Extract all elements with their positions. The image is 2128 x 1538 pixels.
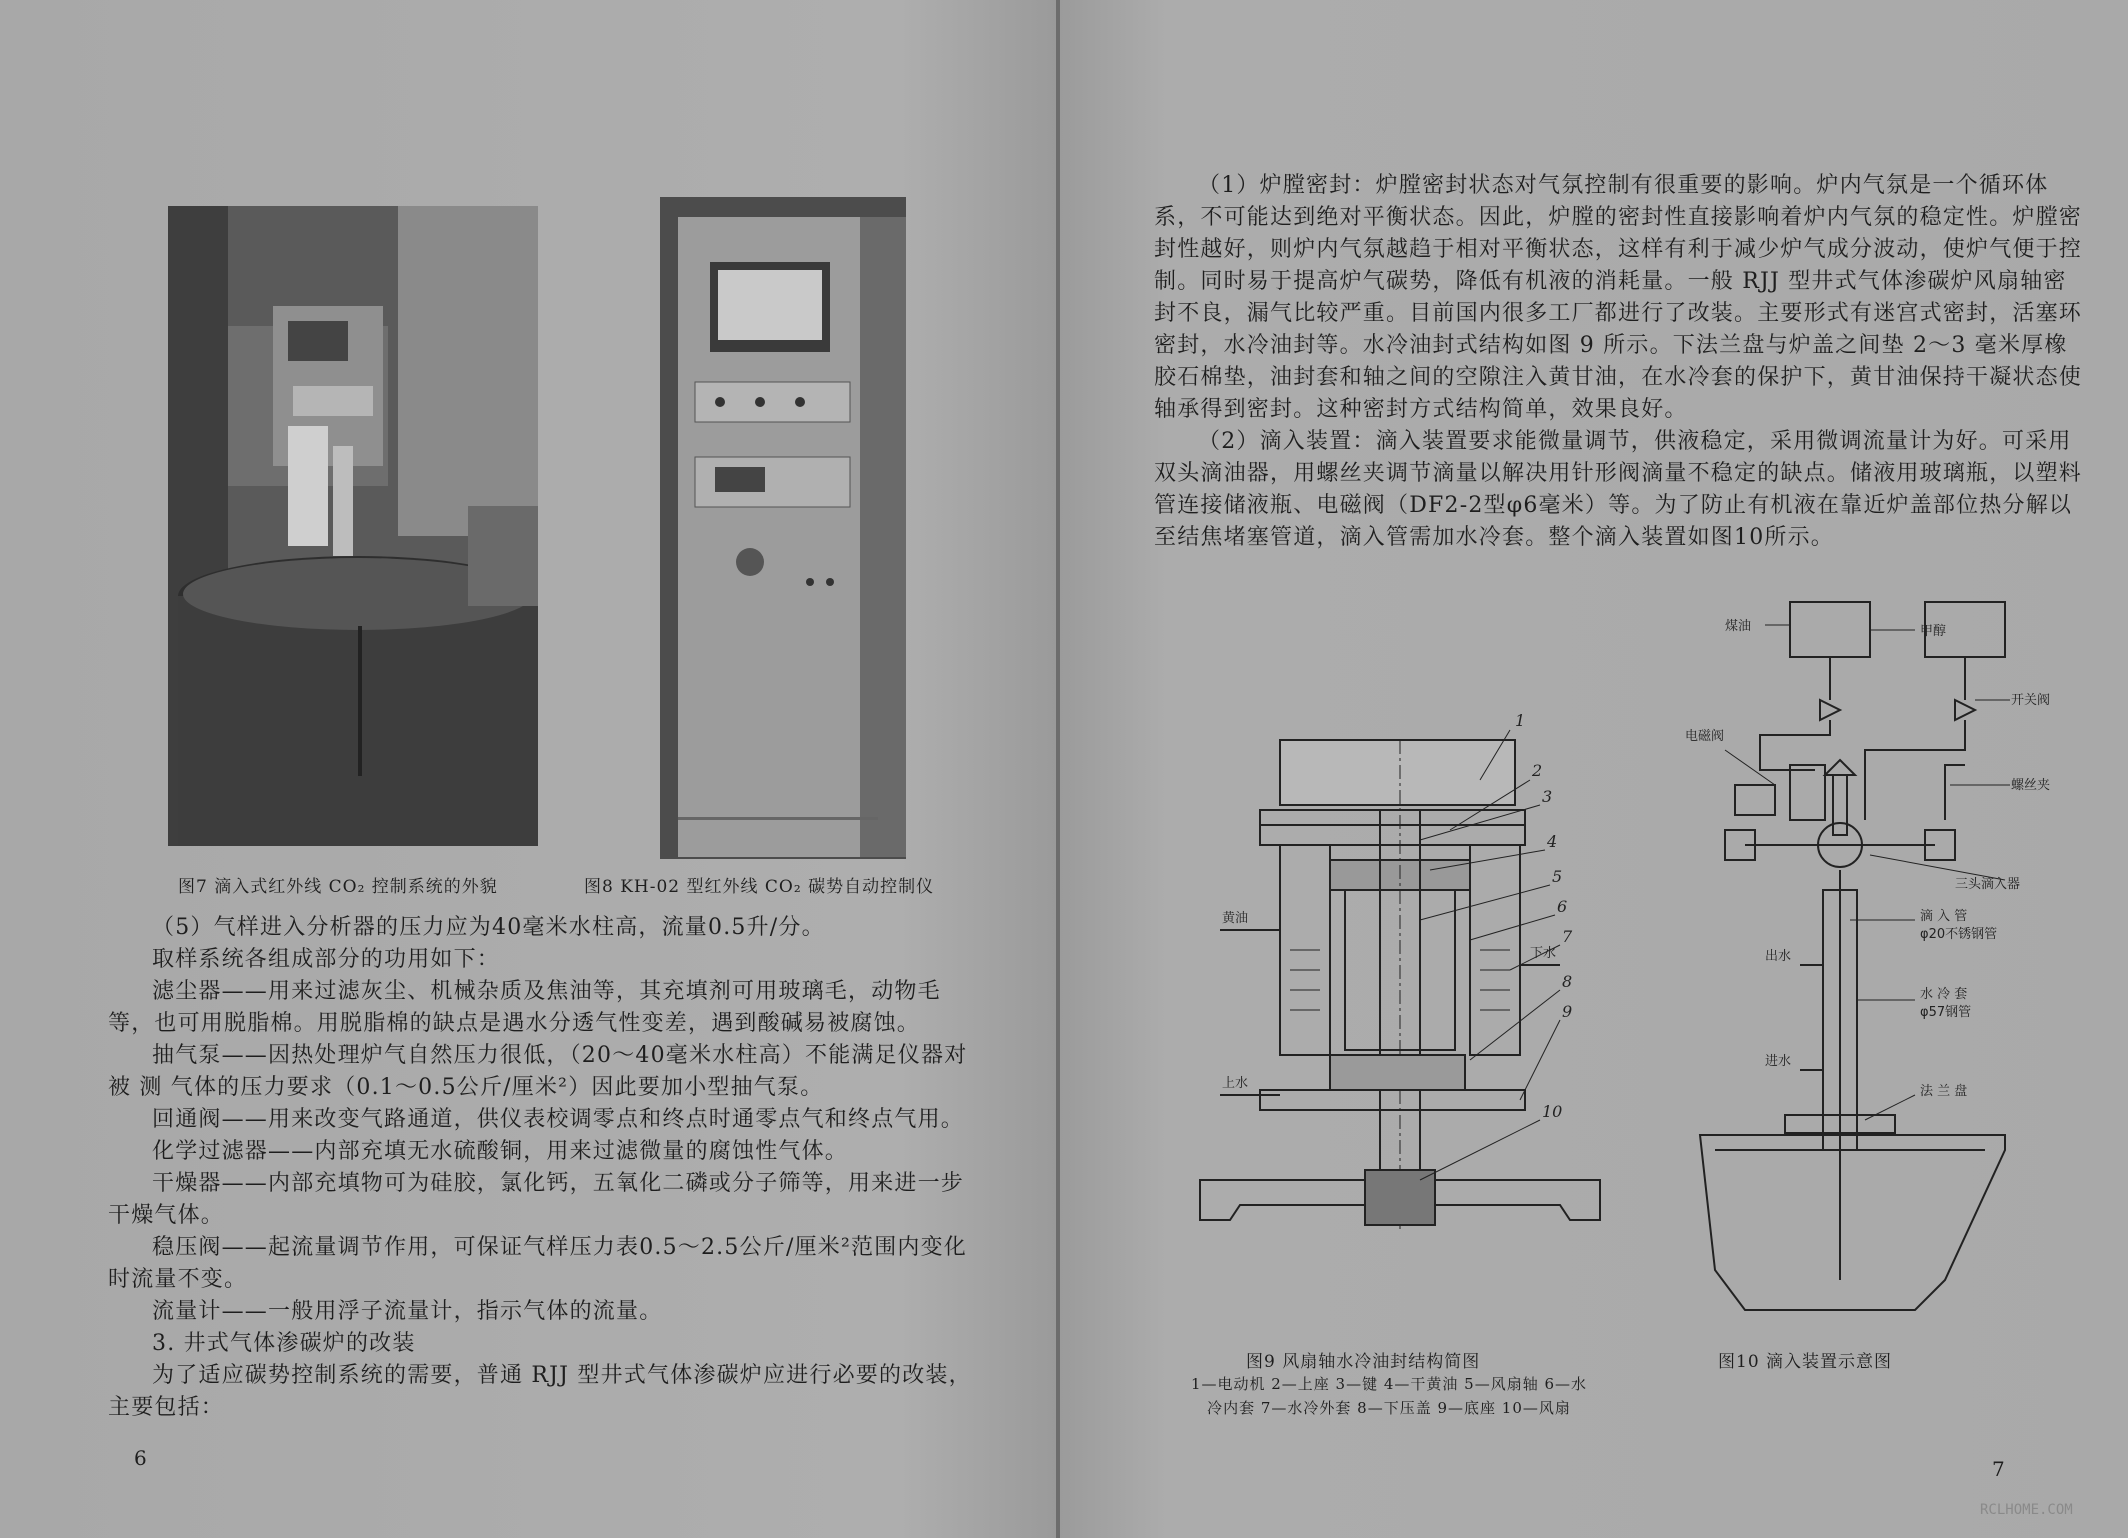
fig9-num-9: 9: [1562, 1002, 1573, 1021]
left-section-heading: 3. 井式气体渗碳炉的改装: [152, 1331, 416, 1356]
left-paragraph: 回通阀——用来改变气路通道，供仪表校调零点和终点时通零点气和终点气用。: [152, 1107, 965, 1132]
left-paragraph: 稳压阀——起流量调节作用，可保证气样压力表0.5～2.5公斤/厘米²范围内变化时流量不变。: [108, 1235, 968, 1292]
fig9-num-7: 7: [1562, 927, 1573, 946]
left-paragraph: 滤尘器——用来过滤灰尘、机械杂质及焦油等，其充填剂可用玻璃毛，动物毛等，也可用脱脂棉。用脱脂棉的缺点是遇水分透气性变差，遇到酸碱易被腐蚀。: [108, 979, 941, 1036]
left-paragraph: 为了适应碳势控制系统的需要，普通 RJJ 型井式气体渗碳炉应进行必要的改装，主要包括：: [108, 1363, 972, 1420]
fig10-label-drip-tube: 滴 入 管: [1920, 909, 1968, 924]
right-body-text: [1154, 170, 2082, 554]
fig9-label-oil: 黄油: [1222, 911, 1249, 926]
fig10-label-solenoid: 电磁阀: [1685, 729, 1725, 744]
fig10-label-water-out: 出水: [1765, 949, 1792, 964]
fig9-num-1: 1: [1515, 711, 1526, 730]
left-paragraph: 化学过滤器——内部充填无水硫酸铜，用来过滤微量的腐蚀性气体。: [152, 1139, 849, 1164]
right-paragraph: （2）滴入装置：滴入装置要求能微量调节，供液稳定，采用微调流量计为好。可采用双头滴油器，用螺丝夹调节滴量以解决用针形阀滴量不稳定的缺点。储液用玻璃瓶，以塑料管连接储液瓶、电磁阀（DF2-2型φ6毫米）等。为了防止有机液在靠近炉盖部位热分解以至结焦堵塞管道，滴入管需加水冷套。整个滴入装置如图10所示。: [1154, 429, 2083, 550]
fig10-label-water-in: 进水: [1765, 1054, 1792, 1069]
right-page: [1060, 0, 2128, 1538]
left-paragraph: 流量计——一般用浮子流量计，指示气体的流量。: [152, 1299, 663, 1324]
fig9-num-6: 6: [1557, 897, 1568, 916]
fig10-label-flange: 法 兰 盘: [1920, 1084, 1968, 1099]
fig9-num-4: 4: [1547, 832, 1558, 851]
left-paragraph: 干燥器——内部充填物可为硅胶，氯化钙，五氧化二磷或分子筛等，用来进一步干燥气体。: [108, 1171, 965, 1228]
fig10-label-water-jacket-spec: φ57钢管: [1920, 1005, 1972, 1020]
fig8-caption: 图8 KH-02 型红外线 CO₂ 碳势自动控制仪: [584, 877, 935, 897]
fig8-photo: [660, 197, 906, 859]
fig9-num-2: 2: [1532, 761, 1543, 780]
fig10-label-three-way: 三头滴入器: [1955, 877, 2021, 892]
fig9-num-10: 10: [1542, 1102, 1563, 1121]
page-number-right: 7: [1992, 1457, 2005, 1481]
left-paragraph: 抽气泵——因热处理炉气自然压力很低，（20～40毫米水柱高）不能满足仪器对被 测 气体的压力要求（0.1～0.5公斤/厘米²）因此要加小型抽气泵。: [108, 1043, 968, 1100]
left-body-text: [108, 912, 974, 1424]
fig10-label-drip-tube-spec: φ20不锈钢管: [1920, 927, 1998, 942]
fig10-label-screw-clamp: 螺丝夹: [2011, 778, 2051, 793]
left-paragraph: 取样系统各组成部分的功用如下：: [152, 947, 501, 972]
fig9-label-water-out: 下水: [1530, 946, 1557, 961]
fig10-label-kerosene: 煤油: [1725, 619, 1752, 634]
fig10-diagram: [1615, 590, 2051, 1330]
fig10-label-switch-valve: 开关阀: [2011, 693, 2051, 708]
right-paragraph: （1）炉膛密封：炉膛密封状态对气氛控制有很重要的影响。炉内气氛是一个循环体系，不可能达到绝对平衡状态。因此，炉膛的密封性直接影响着炉内气氛的稳定性。炉膛密封性越好，则炉内气氛越趋于相对平衡状态，这样有利于减少炉气成分波动，使炉气便于控制。同时易于提高炉气碳势，降低有机液的消耗量。一般 RJJ 型井式气体渗碳炉风扇轴密封不良，漏气比较严重。目前国内很多工厂都进行了改装。主要形式有迷宫式密封，活塞环密封，水冷油封等。水冷油封式结构如图 9 所示。下法兰盘与炉盖之间垫 2～3 毫米厚橡胶石棉垫，油封套和轴之间的空隙注入黄甘油，在水冷套的保护下，黄甘油保持干凝状态使轴承得到密封。这种密封方式结构简单，效果良好。: [1154, 173, 2083, 422]
fig7-photo-art: [168, 206, 538, 846]
fig9-num-5: 5: [1552, 867, 1563, 886]
fig9-caption: 图9 风扇轴水冷油封结构简图: [1246, 1352, 1481, 1372]
fig10-label-water-jacket: 水 冷 套: [1920, 987, 1968, 1002]
fig7-photo: [168, 206, 538, 846]
fig9-legend: 1—电动机 2—上座 3—键 4—干黄油 5—风扇轴 6—水冷内套 7—水冷外套 8—下压盖 9—底座 10—风扇: [1190, 1375, 1588, 1417]
fig7-caption: 图7 滴入式红外线 CO₂ 控制系统的外貌: [178, 877, 498, 897]
fig10-caption: 图10 滴入装置示意图: [1718, 1352, 1893, 1372]
left-page: [0, 0, 1058, 1538]
fig10-label-methanol: 甲醇: [1920, 624, 1947, 639]
left-paragraph: （5）气样进入分析器的压力应为40毫米水柱高，流量0.5升/分。: [152, 915, 825, 940]
fig9-diagram: [1180, 700, 1680, 1260]
watermark: RCLHOME.COM: [1980, 1502, 2073, 1518]
page-number-left: 6: [134, 1446, 147, 1470]
fig9-num-3: 3: [1542, 787, 1553, 806]
fig8-photo-art: [660, 197, 906, 859]
fig9-label-water-in: 上水: [1222, 1076, 1249, 1091]
fig9-num-8: 8: [1562, 972, 1573, 991]
